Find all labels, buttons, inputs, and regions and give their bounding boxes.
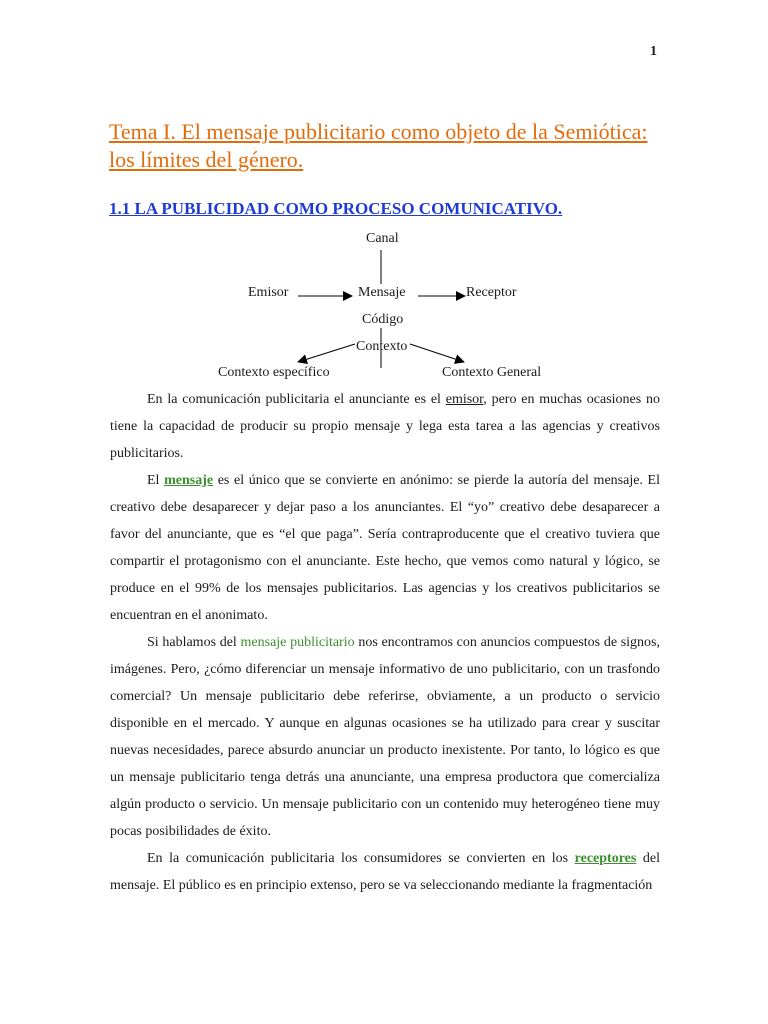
page-number: 1 <box>650 44 657 59</box>
text-run: En la comunicación publicitaria los consumidores se convierten en los <box>147 851 575 866</box>
text-run: El <box>147 473 165 488</box>
text-run: , pero en muchas ocasiones no tiene la capacidad de producir su propio mensaje y lega esta tarea a las agencias y creativos publicitarios. <box>110 392 660 461</box>
text-run: del mensaje. El público es en principio extenso, pero se va seleccionando mediante la fragmentación <box>110 851 660 893</box>
contexto-general-arrow <box>410 344 464 362</box>
keyword-mensaje-publicitario: mensaje publicitario <box>240 635 355 650</box>
label-contexto-general: Contexto General <box>442 365 542 380</box>
text-run: Si hablamos del <box>147 635 241 650</box>
text-run: nos encontramos con anuncios compuestos de signos, imágenes. Pero, ¿cómo diferenciar un mensaje informativo de uno publicitario, con un trasfondo comercial? Un mensaje publicitario debe referirse, obviamente, a un producto o servicio disponible en el mercado. Y aunque en algunas ocasiones se ha utilizado para crear y suscitar nuevas necesidades, parece absurdo anunciar un producto inexistente. Por tanto, lo lógico es que un mensaje publicitario tenga detrás una anunciante, una empresa productora que comercializa algún producto o servicio. Un mensaje publicitario con un contenido muy heterogéneo tiene muy pocas posibilidades de éxito. <box>110 635 661 839</box>
keyword-receptores: receptores <box>574 851 637 866</box>
body-text <box>110 386 660 899</box>
text-run: En la comunicación publicitaria el anunciante es el <box>147 392 446 407</box>
label-contexto-especifico: Contexto específico <box>218 365 330 380</box>
label-canal: Canal <box>366 231 399 246</box>
paragraph-3 <box>110 629 660 845</box>
label-emisor: Emisor <box>248 285 289 300</box>
label-contexto: Contexto <box>356 339 408 354</box>
label-receptor: Receptor <box>466 285 517 300</box>
keyword-mensaje: mensaje <box>164 473 214 488</box>
label-mensaje: Mensaje <box>358 285 406 300</box>
paragraph-4 <box>110 845 660 899</box>
diagram-lines <box>0 226 768 386</box>
paragraph-1 <box>110 386 660 467</box>
keyword-emisor: emisor <box>445 392 484 407</box>
section-heading: 1.1 LA PUBLICIDAD COMO PROCESO COMUNICATIVO. <box>109 199 563 218</box>
page-title: Tema I. El mensaje publicitario como objeto de la Semiótica: los límites del género. <box>109 119 648 172</box>
communication-diagram <box>0 226 768 386</box>
paragraph-2 <box>110 467 660 629</box>
text-run: es el único que se convierte en anónimo: se pierde la autoría del mensaje. El creativo debe desaparecer y dejar paso a los anunciantes. El “yo” creativo debe desaparecer a favor del anunciante, que es “el que paga”. Sería contraproducente que el creativo tuviera que compartir el protagonismo con el anunciante. Este hecho, que vemos como natural y lógico, se produce en el 99% de los mensajes publicitarios. Las agencias y los creativos publicitarios se encuentran en el anonimato. <box>110 473 660 623</box>
label-codigo: Código <box>362 312 404 327</box>
contexto-especifico-arrow <box>298 344 355 362</box>
